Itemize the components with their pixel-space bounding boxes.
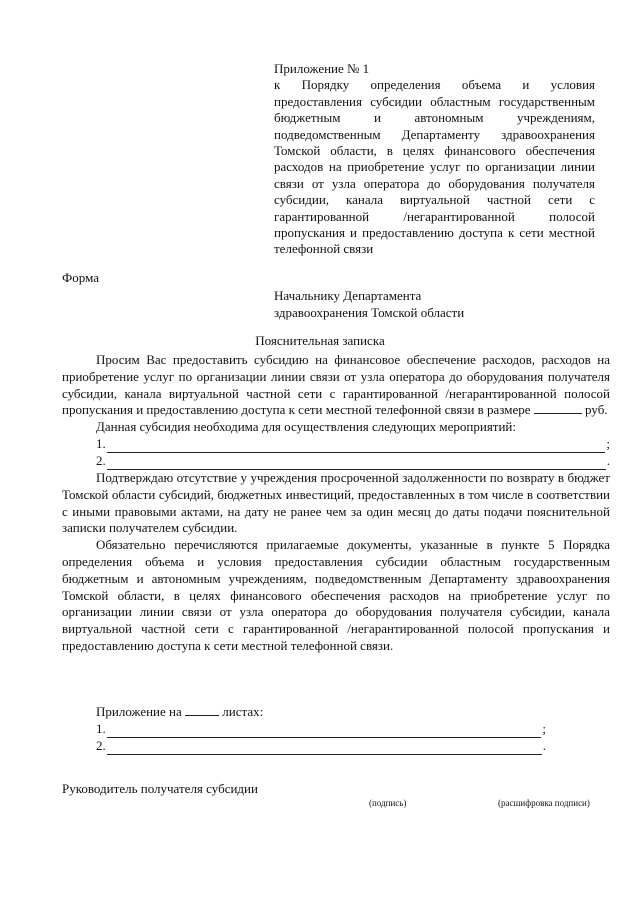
signer-label: Руководитель получателя субсидии [62, 781, 258, 796]
main-text [62, 352, 610, 655]
attachment-1-end: ; [542, 721, 546, 736]
attachment-block [96, 704, 546, 755]
activity-2-end: . [606, 453, 610, 469]
request-currency: руб. [585, 402, 608, 418]
request-paragraph [62, 352, 610, 419]
documents-paragraph: Обязательно перечисляются прилагаемые документы, указанные в пункте 5 Порядка определения объема и условия предоставления субсидии областным государственным бюджетным и автономным учреждениям, подведомственным Департаменту здравоохранения Томской области, в целях финансового обеспечения расходов на приобретение услуг по организации линии связи от узла оператора до оборудования получателя субсидии, канала виртуальной частной сети с гарантированной /негарантированной полосой пропускания и предоставлению доступа к сети местной телефонной связи. [62, 537, 610, 653]
activity-line-2 [96, 453, 610, 470]
sheet-count-field [185, 704, 219, 716]
addressee-line-1: Начальнику Департамента [274, 288, 422, 303]
activity-1-end: ; [606, 436, 610, 452]
appendix-text: к Порядку определения объема и условия предоставления субсидии областным государственным бюджетным и автономным учреждениям, подведомственным Департаменту здравоохранения Томской области, в целях финансового обеспечения расходов на приобретение услуг по организации линии связи от узла оператора до оборудования получателя субсидии, канала виртуальной частной сети с гарантированной /негарантированной полосой пропускания и предоставлению доступа к сети местной телефонной связи [274, 77, 595, 257]
signature-caption: (подпись) [369, 798, 407, 808]
attachment-line-1 [96, 721, 546, 738]
attachment-line-2 [96, 738, 546, 755]
attachment-2-end: . [542, 738, 546, 753]
attachment-1-number: 1. [96, 721, 106, 736]
signature-decode-caption: (расшифровка подписи) [498, 798, 590, 808]
appendix-title: Приложение № 1 [274, 61, 370, 76]
attachment-label [96, 704, 546, 721]
request-text: Просим Вас предоставить субсидию на финансовое обеспечение расходов, расходов на приобретение услуг по организации линии связи от узла оператора до оборудования получателя субсидии, канала виртуальной частной сети с гарантированной /негарантированной полосой пропускания и предоставлению доступа к сети местной телефонной связи в размере [62, 352, 610, 418]
appendix-block [274, 61, 595, 258]
activity-1-field [107, 440, 606, 453]
activity-2-field [107, 457, 606, 470]
attachment-label-after: листах: [222, 704, 264, 719]
attachment-1-field [107, 725, 542, 738]
amount-field [534, 402, 582, 414]
addressee-line-2: здравоохранения Томской области [274, 305, 465, 320]
document-heading: Пояснительная записка [255, 333, 385, 348]
activity-1-number: 1. [96, 436, 106, 452]
confirmation-paragraph: Подтверждаю отсутствие у учреждения просроченной задолженности по возврату в бюджет Томской области субсидий, бюджетных инвестиций, предоставленных в том числе в соответствии с иными правовыми актами, на дату не ранее чем за один месяц до даты подачи пояснительной записки получателем субсидии. [62, 469, 610, 536]
activities-intro: Данная субсидия необходима для осуществления следующих мероприятий: [96, 419, 516, 435]
attachment-2-number: 2. [96, 738, 106, 753]
activity-2-number: 2. [96, 453, 106, 469]
addressee-block [274, 287, 464, 321]
attachment-2-field [107, 742, 542, 755]
attachment-label-before: Приложение на [96, 704, 182, 719]
form-label: Форма [62, 270, 99, 285]
activity-line-1 [96, 436, 610, 453]
